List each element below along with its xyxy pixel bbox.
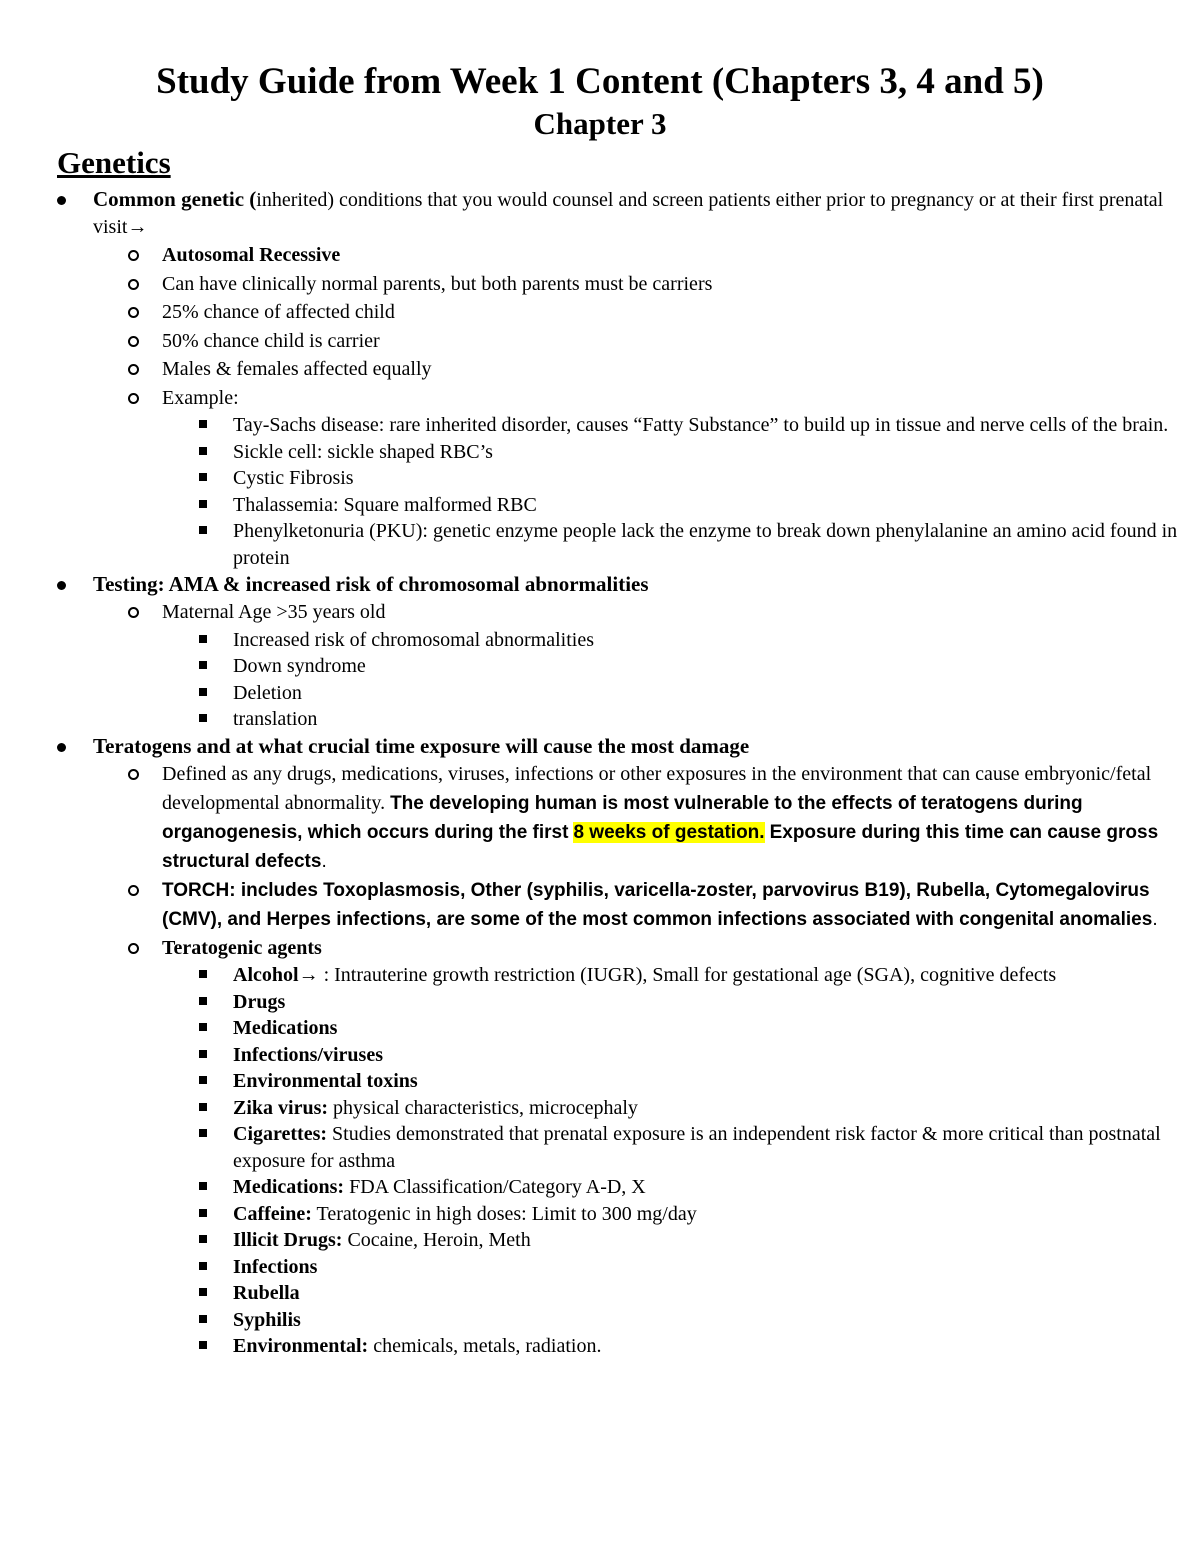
- list-item: Maternal Age >35 years old: [162, 601, 386, 623]
- bullet-marker: [199, 1076, 207, 1084]
- sub-bullet: [0, 598, 1200, 627]
- bullet-marker: [128, 364, 139, 375]
- bullet-marker: [128, 607, 139, 618]
- testing-item: [0, 706, 1200, 733]
- definition-text: Defined as any drugs, medications, viruses, infections or other exposures in the environment that can cause embryonic/fetal developmental abnormality.: [162, 762, 1152, 814]
- agent-text: chemicals, metals, radiation.: [368, 1335, 602, 1357]
- sub-bullet: [0, 384, 1200, 413]
- torch-text: includes Toxoplasmosis, Other (syphilis, varicella-zoster, parvovirus B19), Rubella, Cytomegalovirus (CMV), and Herpes infections, are some of the most common infections associated with congenital anomalies: [162, 879, 1153, 930]
- bullet-marker: [199, 1023, 207, 1031]
- bullet-marker: [57, 743, 66, 752]
- bullet-marker: [199, 1050, 207, 1058]
- definition-bold: The developing human is most vulnerable to the effects of teratogens during organogenesis, which occurs during the first: [162, 792, 1083, 843]
- agent-label: Environmental:: [233, 1335, 369, 1357]
- example-item: [0, 492, 1200, 519]
- bullet-marker: [128, 336, 139, 347]
- bullet-marker: [199, 447, 207, 455]
- agent-text: Studies demonstrated that prenatal exposure is an independent risk factor & more critical than postnatal exposure for asthma: [233, 1123, 1161, 1172]
- agent-label: Medications:: [233, 1176, 345, 1198]
- agent-item: [0, 1307, 1200, 1334]
- bullet-testing: [0, 571, 1200, 598]
- agent-label: Infections: [233, 1255, 318, 1278]
- list-item: Down syndrome: [233, 655, 366, 677]
- agent-item: [0, 1121, 1200, 1174]
- agent-item: [0, 1201, 1200, 1228]
- testing-heading: Testing: AMA & increased risk of chromosomal abnormalities: [93, 572, 649, 596]
- chapter-heading: Chapter 3: [533, 106, 667, 141]
- bullet-marker: [128, 250, 139, 261]
- bullet-marker: [199, 1209, 207, 1217]
- agent-item: [0, 1095, 1200, 1122]
- agent-item: [0, 1068, 1200, 1095]
- arrow-icon: →: [127, 216, 148, 238]
- agent-item: [0, 1015, 1200, 1042]
- bullet-marker: [199, 1235, 207, 1243]
- agent-text: : Intrauterine growth restriction (IUGR), Small for gestational age (SGA), cognitive defects: [318, 964, 1057, 986]
- agent-label: Infections/viruses: [233, 1043, 383, 1066]
- bullet-marker: [199, 714, 207, 722]
- agent-label: Alcohol: [233, 964, 299, 986]
- example-item: [0, 465, 1200, 492]
- bullet-marker: [199, 1262, 207, 1270]
- agent-label: Zika virus:: [233, 1096, 329, 1119]
- testing-item: [0, 627, 1200, 654]
- agent-label: Syphilis: [233, 1308, 301, 1331]
- bullet-marker: [199, 688, 207, 696]
- list-item: Males & females affected equally: [162, 358, 432, 380]
- teratogenic-agents-label: Teratogenic agents: [162, 936, 322, 959]
- bullet-marker: [199, 473, 207, 481]
- agent-item: [0, 1174, 1200, 1201]
- common-genetic-bold: Common genetic (: [93, 187, 257, 211]
- autosomal-recessive-label: Autosomal Recessive: [162, 244, 341, 266]
- bullet-marker: [199, 997, 207, 1005]
- common-genetic-text: inherited) conditions that you would counsel and screen patients either prior to pregnancy or at their first prenatal visit: [93, 189, 1164, 238]
- sub-bullet: [0, 298, 1200, 327]
- example-text: Cystic Fibrosis: [233, 467, 354, 489]
- agent-item: [0, 1042, 1200, 1069]
- sub-bullet-definition: [0, 760, 1200, 876]
- agent-label: Illicit Drugs:: [233, 1229, 343, 1251]
- agent-label: Cigarettes:: [233, 1123, 328, 1145]
- agent-label: Caffeine:: [233, 1202, 312, 1225]
- list-item: Can have clinically normal parents, but both parents must be carriers: [162, 272, 713, 295]
- bullet-marker: [128, 943, 139, 954]
- example-item: [0, 518, 1200, 571]
- bullet-marker: [199, 1182, 207, 1190]
- agent-text: Teratogenic in high doses: Limit to 300 mg/day: [311, 1202, 697, 1225]
- example-text: Thalassemia: Square malformed RBC: [233, 493, 537, 516]
- bullet-marker: [199, 1129, 207, 1137]
- agent-item-alcohol: [0, 962, 1200, 989]
- period: .: [321, 850, 327, 872]
- bullet-marker: [199, 1288, 207, 1296]
- example-text: Tay-Sachs disease: rare inherited disorder, causes “Fatty Substance” to build up in tissue and nerve cells of the brain.: [233, 414, 1169, 436]
- sub-bullet-ar-title: [0, 241, 1200, 270]
- torch-label: TORCH:: [162, 879, 236, 901]
- page-title: Study Guide from Week 1 Content (Chapters 3, 4 and 5): [156, 61, 1044, 102]
- period: .: [1152, 908, 1158, 930]
- agent-label: Environmental toxins: [233, 1070, 418, 1092]
- bullet-marker: [199, 420, 207, 428]
- teratogens-heading: Teratogens and at what crucial time exposure will cause the most damage: [93, 733, 750, 758]
- sub-bullet: [0, 270, 1200, 299]
- definition-bold-2: Exposure during this time can cause gross structural defects: [162, 821, 1159, 872]
- list-item: Deletion: [233, 681, 302, 704]
- bullet-marker: [199, 526, 207, 534]
- agent-text: physical characteristics, microcephaly: [328, 1096, 638, 1119]
- bullet-common-genetic: [0, 186, 1200, 241]
- agent-item: [0, 1254, 1200, 1281]
- agent-text: Cocaine, Heroin, Meth: [342, 1229, 531, 1251]
- list-item: translation: [233, 708, 318, 730]
- example-item: [0, 439, 1200, 466]
- list-item: 50% chance child is carrier: [162, 329, 380, 352]
- bullet-marker: [199, 500, 207, 508]
- bullet-marker: [199, 1103, 207, 1111]
- list-item: Example:: [162, 386, 239, 409]
- bullet-marker: [128, 885, 139, 896]
- agent-item: [0, 989, 1200, 1016]
- testing-item: [0, 653, 1200, 680]
- bullet-marker: [199, 1315, 207, 1323]
- sub-bullet-torch: [0, 876, 1200, 934]
- agent-text: FDA Classification/Category A-D, X: [344, 1176, 646, 1198]
- agent-label: Drugs: [233, 990, 286, 1013]
- agent-item: [0, 1227, 1200, 1254]
- testing-item: [0, 680, 1200, 707]
- list-item: Increased risk of chromosomal abnormalities: [233, 628, 594, 651]
- bullet-marker: [199, 1341, 207, 1349]
- bullet-marker: [128, 769, 139, 780]
- agent-item: [0, 1280, 1200, 1307]
- bullet-marker: [57, 581, 66, 590]
- bullet-marker: [128, 279, 139, 290]
- example-text: Phenylketonuria (PKU): genetic enzyme people lack the enzyme to break down phenylalanine an amino acid found in protein: [233, 520, 1178, 569]
- sub-bullet-agents: [0, 934, 1200, 963]
- section-heading: Genetics: [57, 145, 171, 180]
- agent-label: Medications: [233, 1017, 338, 1039]
- example-item: [0, 412, 1200, 439]
- agent-item: [0, 1333, 1200, 1360]
- agent-label: Rubella: [233, 1282, 300, 1304]
- bullet-marker: [199, 661, 207, 669]
- document-body: [0, 186, 1200, 1360]
- list-item: 25% chance of affected child: [162, 301, 395, 323]
- bullet-teratogens: [0, 733, 1200, 760]
- sub-bullet: [0, 355, 1200, 384]
- bullet-marker: [128, 393, 139, 404]
- bullet-marker: [199, 970, 207, 978]
- example-text: Sickle cell: sickle shaped RBC’s: [233, 440, 493, 463]
- bullet-marker: [199, 635, 207, 643]
- sub-bullet: [0, 327, 1200, 356]
- bullet-marker: [128, 307, 139, 318]
- arrow-icon: →: [298, 964, 319, 986]
- highlighted-text: 8 weeks of gestation.: [573, 821, 765, 843]
- bullet-marker: [57, 196, 66, 205]
